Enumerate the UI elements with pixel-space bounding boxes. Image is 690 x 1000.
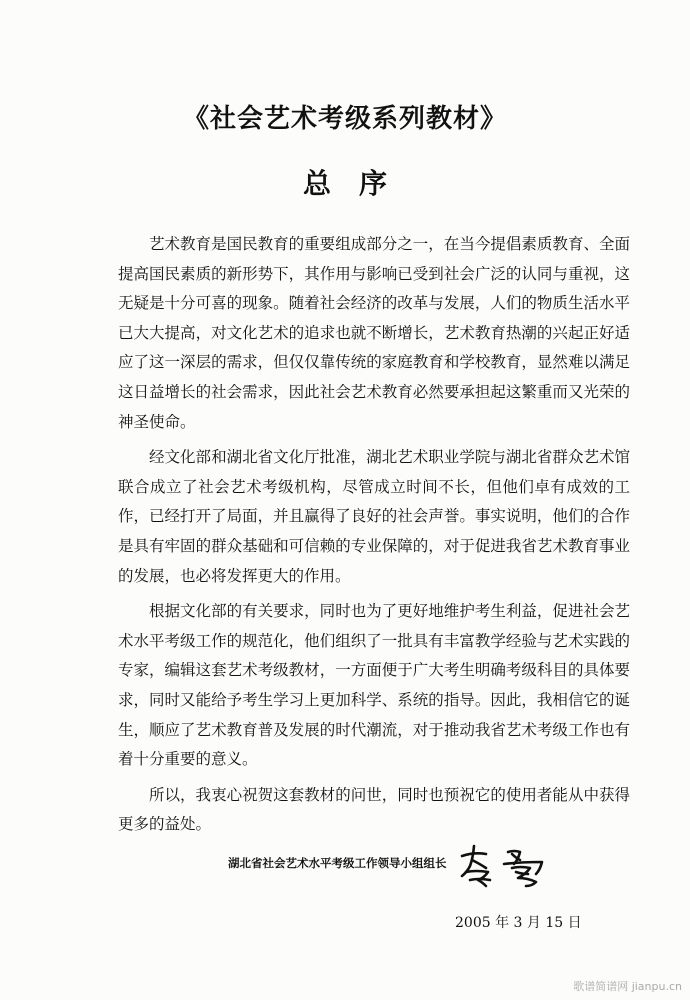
paragraph: 艺术教育是国民教育的重要组成部分之一，在当今提倡素质教育、全面提高国民素质的新形势下，其作用与影响已受到社会广泛的认同与重视，这无疑是十分可喜的现象。随着社会经济的改革与发展，人们的物质生活水平已大大提高，对文化艺术的追求也就不断增长，艺术教育热潮的兴起正好适应了这一深层的需求，但仅仅靠传统的家庭教育和学校教育，显然难以满足这日益增长的社会需求，因此社会艺术教育必然要承担起这繁重而又光荣的神圣使命。: [118, 235, 630, 431]
series-title: 《社会艺术考级系列教材》: [182, 104, 507, 134]
preface-title: 总序: [302, 167, 415, 200]
signature-block: [228, 842, 568, 892]
watermark: 歌谱简谱网 jianpu.cn: [573, 980, 682, 993]
signer-title: 湖北省社会艺术水平考级工作领导小组组长: [228, 856, 447, 870]
date: 2005 年 3 月 15 日: [455, 915, 582, 931]
preface-body: [118, 230, 630, 846]
paragraph: 根据文化部的有关要求，同时也为了更好地维护考生利益，促进社会艺术水平考级工作的规范化，他们组织了一批具有丰富教学经验与艺术实践的专家，编辑这套艺术考级教材，一方面便于广大考生明确考级科目的具体要求，同时又能给予考生学习上更加科学、系统的指导。因此，我相信它的诞生，顺应了艺术教育普及发展的时代潮流，对于推动我省艺术考级工作也有着十分重要的意义。: [118, 602, 630, 769]
paragraph: 经文化部和湖北省文化厅批准，湖北艺术职业学院与湖北省群众艺术馆联合成立了社会艺术考级机构，尽管成立时间不长，但他们卓有成效的工作，已经打开了局面，并且赢得了良好的社会声誉。事实说明，他们的合作是具有牢固的群众基础和可信赖的专业保障的，对于促进我省艺术教育事业的发展，也必将发挥更大的作用。: [118, 448, 630, 585]
handwritten-signature: [456, 842, 556, 888]
paragraph: 所以，我衷心祝贺这套教材的问世，同时也预祝它的使用者能从中获得更多的益处。: [118, 785, 630, 834]
